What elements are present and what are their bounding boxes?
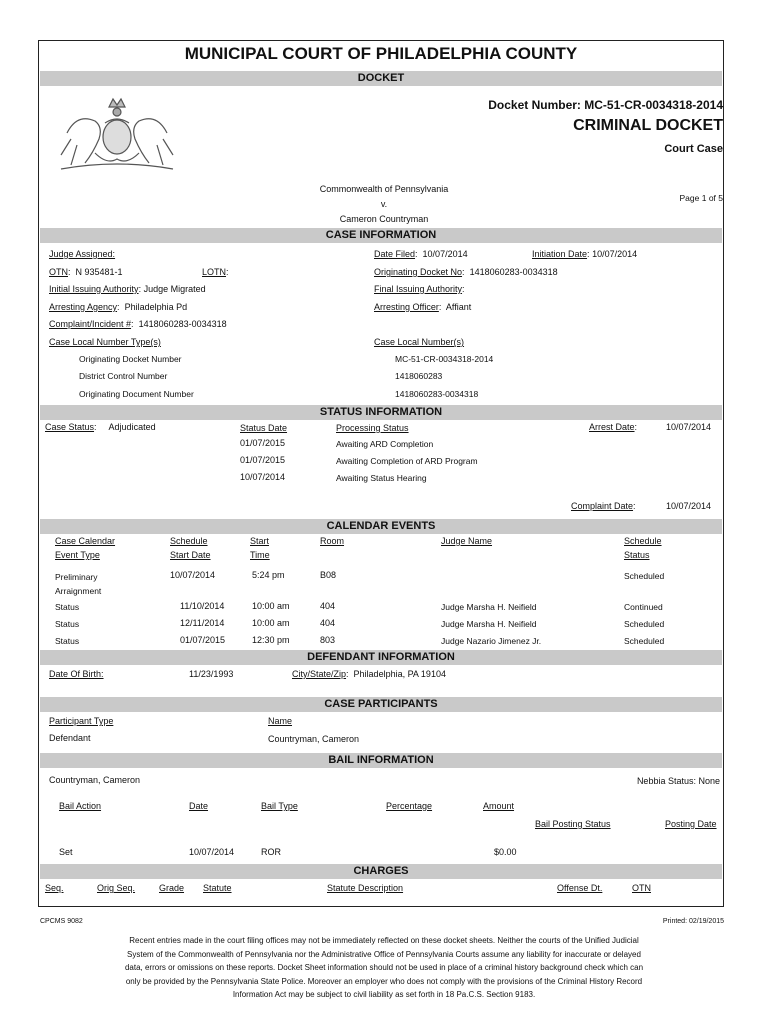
dob-label: Date Of Birth: — [49, 669, 104, 679]
status-row-date: 01/07/2015 — [240, 455, 286, 465]
page-label: Page 1 of 5 — [679, 193, 723, 203]
participant-name-label: Name — [268, 716, 293, 726]
event-time: 5:24 pm — [252, 570, 285, 580]
docket-page — [38, 40, 724, 907]
bail-action: Set — [59, 847, 73, 857]
case-participants-header: CASE PARTICIPANTS — [40, 697, 722, 712]
col-statute-description: Statute Description — [327, 883, 404, 893]
defendant-information-header: DEFENDANT INFORMATION — [40, 650, 722, 665]
event-status: Scheduled — [624, 619, 665, 629]
col-posting-status: Bail Posting Status — [535, 819, 611, 829]
col-schedule-status: Schedule — [624, 536, 662, 546]
disclaimer-line: Information Act may be subject to civil liability as set forth in 18 Pa.C.S. Section 9183. — [232, 990, 536, 999]
event-type: Status — [55, 602, 80, 612]
event-date: 10/07/2014 — [170, 570, 216, 580]
form-id: CPCMS 9082 — [40, 918, 83, 925]
col-room: Room — [320, 536, 345, 546]
local-number: 1418060283 — [395, 371, 443, 381]
col-orig-seq: Orig Seq. — [97, 883, 136, 893]
event-room: B08 — [320, 570, 337, 580]
event-type: Preliminary — [55, 572, 98, 582]
initiation-date: Initiation Date: 10/07/2014 — [532, 249, 638, 259]
event-type-cont: Arraignment — [55, 586, 102, 596]
participant-name: Countryman, Cameron — [268, 734, 360, 744]
arresting-agency: Arresting Agency: Philadelphia Pd — [49, 302, 188, 312]
city-state-zip: City/State/Zip: Philadelphia, PA 19104 — [292, 669, 446, 679]
event-date: 12/11/2014 — [180, 618, 225, 628]
local-number-types-label: Case Local Number Type(s) — [49, 337, 161, 347]
complaint-date-value: 10/07/2014 — [666, 501, 712, 511]
col-otn: OTN — [632, 883, 651, 893]
case-information-header: CASE INFORMATION — [40, 228, 722, 243]
col-bail-type: Bail Type — [261, 801, 298, 811]
event-room: 404 — [320, 601, 336, 611]
event-judge: Judge Nazario Jimenez Jr. — [441, 636, 542, 646]
date-filed: Date Filed: 10/07/2014 — [374, 249, 468, 259]
col-statute: Statute — [203, 883, 232, 893]
col-judge-name: Judge Name — [441, 536, 493, 546]
docket-header: DOCKET — [40, 71, 722, 86]
col-percentage: Percentage — [386, 801, 433, 811]
event-time: 12:30 pm — [252, 635, 290, 645]
lotn: LOTN: — [202, 267, 229, 277]
event-date: 11/10/2014 — [180, 601, 225, 611]
event-type: Status — [55, 619, 80, 629]
charges-header: CHARGES — [40, 864, 722, 879]
local-number-type: Originating Docket Number — [79, 354, 182, 364]
col-seq: Seq. — [45, 883, 64, 893]
originating-docket: Originating Docket No: 1418060283-0034318 — [374, 267, 558, 277]
event-judge: Judge Marsha H. Neifield — [441, 602, 537, 612]
caption-versus: v. — [380, 199, 388, 209]
event-judge: Judge Marsha H. Neifield — [441, 619, 537, 629]
bail-amount: $0.00 — [494, 847, 517, 857]
status-row-status: Awaiting Completion of ARD Program — [336, 456, 478, 466]
col-start: Start — [250, 536, 270, 546]
complaint-incident: Complaint/Incident #: 1418060283-0034318 — [49, 319, 227, 329]
local-numbers-label: Case Local Number(s) — [374, 337, 465, 347]
arrest-date: Arrest Date: — [589, 422, 638, 432]
status-date-label: Status Date — [240, 423, 288, 433]
calendar-events-header: CALENDAR EVENTS — [40, 519, 722, 534]
event-time: 10:00 am — [252, 601, 290, 611]
event-date: 01/07/2015 — [180, 635, 226, 645]
local-number-type: Originating Document Number — [79, 389, 194, 399]
disclaimer — [40, 934, 728, 1002]
col-status: Status — [624, 550, 650, 560]
bail-information-header: BAIL INFORMATION — [40, 753, 722, 768]
col-bail-date: Date — [189, 801, 209, 811]
col-posting-date: Posting Date — [665, 819, 717, 829]
final-issuing-authority: Final Issuing Authority: — [374, 284, 465, 294]
pennsylvania-seal-icon — [47, 93, 187, 175]
event-room: 803 — [320, 635, 336, 645]
arrest-date-value: 10/07/2014 — [666, 422, 712, 432]
bail-type: ROR — [261, 847, 281, 857]
disclaimer-line: data, errors or omissions on these reports. Docket Sheet information should not be used in place of a criminal history background check which can — [124, 963, 644, 972]
event-room: 404 — [320, 618, 336, 628]
local-number: 1418060283-0034318 — [395, 389, 479, 399]
col-bail-action: Bail Action — [59, 801, 102, 811]
local-number-type: District Control Number — [79, 371, 168, 381]
disclaimer-line: Recent entries made in the court filing offices may not be immediately reflected on these docket sheets. Neither the courts of the Unified Judicial — [129, 936, 639, 945]
caption-defendant: Cameron Countryman — [339, 214, 429, 224]
processing-status-label: Processing Status — [336, 423, 409, 433]
status-row-status: Awaiting Status Hearing — [336, 473, 427, 483]
participant-type: Defendant — [49, 733, 91, 743]
nebbia-status: Nebbia Status: None — [636, 776, 720, 786]
otn: OTN: N 935481-1 — [49, 267, 123, 277]
event-status: Scheduled — [624, 636, 665, 646]
local-number: MC-51-CR-0034318-2014 — [395, 354, 494, 364]
status-information-header: STATUS INFORMATION — [40, 405, 722, 420]
court-title: MUNICIPAL COURT OF PHILADELPHIA COUNTY — [184, 44, 578, 63]
bail-defendant-name: Countryman, Cameron — [49, 775, 141, 785]
caption-plaintiff: Commonwealth of Pennsylvania — [319, 184, 449, 194]
disclaimer-line: System of the Commonwealth of Pennsylvania nor the Administrative Office of Pennsylvania Courts assume any liability for inaccurate or delayed — [127, 949, 641, 959]
col-event-type-2: Event Type — [55, 550, 100, 560]
dob-value: 11/23/1993 — [189, 669, 234, 679]
col-time: Time — [250, 550, 270, 560]
arresting-officer: Arresting Officer: Affiant — [374, 302, 472, 312]
col-start-date: Start Date — [170, 550, 211, 560]
disclaimer-line: only be provided by the Pennsylvania State Police. Moreover an employer who does not comply with the provisions of the Criminal History Record — [125, 976, 643, 986]
initial-issuing-authority: Initial Issuing Authority: Judge Migrated — [49, 284, 206, 294]
case-type: Court Case — [664, 143, 723, 155]
status-row-status: Awaiting ARD Completion — [336, 439, 434, 449]
status-row-date: 10/07/2014 — [240, 472, 286, 482]
status-row-date: 01/07/2015 — [240, 438, 286, 448]
event-time: 10:00 am — [252, 618, 290, 628]
docket-type: CRIMINAL DOCKET — [573, 117, 723, 134]
bail-date: 10/07/2014 — [189, 847, 235, 857]
event-status: Continued — [624, 602, 663, 612]
participant-type-label: Participant Type — [49, 716, 114, 726]
col-grade: Grade — [159, 883, 185, 893]
complaint-date: Complaint Date: — [571, 501, 636, 511]
case-status: Case Status: Adjudicated — [45, 422, 156, 432]
docket-number: Docket Number: MC-51-CR-0034318-2014 — [488, 98, 723, 112]
event-status: Scheduled — [624, 571, 665, 581]
col-amount: Amount — [483, 801, 515, 811]
printed-date: Printed: 02/19/2015 — [662, 918, 724, 925]
col-schedule: Schedule — [170, 536, 208, 546]
judge-assigned-label: Judge Assigned: — [49, 249, 116, 259]
col-event-type: Case Calendar — [55, 536, 116, 546]
col-offense-date: Offense Dt. — [557, 883, 603, 893]
event-type: Status — [55, 636, 80, 646]
